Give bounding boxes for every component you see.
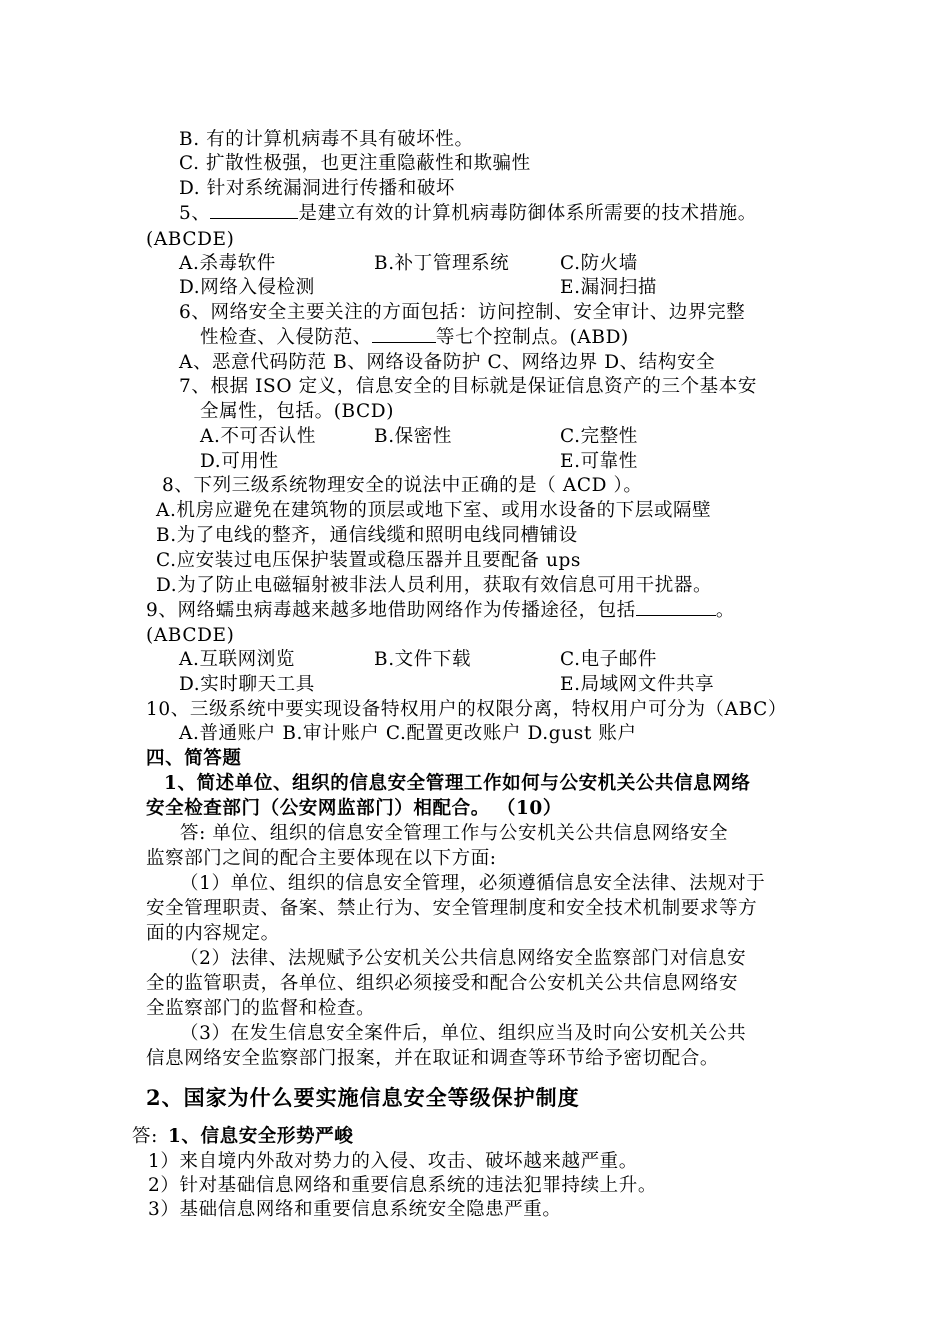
- q5-option-a: A.杀毒软件: [179, 253, 276, 274]
- q9-blank: [636, 599, 716, 616]
- q5-option-e: E.漏洞扫描: [560, 277, 657, 298]
- q9-stem-end: 。: [715, 600, 735, 621]
- q6-stem-line2a: 性检查、入侵防范、: [200, 327, 372, 348]
- q8-option-c: C.应安装过电压保护装置或稳压器并且要配备 ups: [156, 550, 582, 571]
- point2-line3: 全监察部门的监督和检查。: [146, 998, 376, 1019]
- short-answer-q2-title: 2、国家为什么要实施信息安全等级保护制度: [146, 1085, 580, 1110]
- q4-option-b: B. 有的计算机病毒不具有破坏性。: [179, 129, 474, 150]
- q9-option-a: A.互联网浏览: [179, 649, 295, 670]
- q9-option-c: C.电子邮件: [560, 649, 657, 670]
- q5-blank: [210, 202, 298, 219]
- q5-number: 5、: [179, 203, 211, 224]
- q8-stem: 8、下列三级系统物理安全的说法中正确的是（ ACD ）。: [162, 475, 643, 496]
- q6-stem-line1: 6、网络安全主要关注的方面包括：访问控制、安全审计、边界完整: [179, 302, 746, 323]
- q4-option-c: C. 扩散性极强，也更注重隐蔽性和欺骗性: [179, 153, 531, 174]
- q7-stem-line2: 全属性，包括。(BCD): [200, 401, 395, 422]
- q7-option-e: E.可靠性: [560, 451, 638, 472]
- q2-answer-label: 答:: [132, 1126, 158, 1147]
- section-heading: 四、简答题: [146, 748, 242, 769]
- q9-stem: [146, 599, 735, 623]
- short-answer-q1-line1: 1、简述单位、组织的信息安全管理工作如何与公安机关公共信息网络: [164, 773, 751, 794]
- point2-line2: 全的监管职责，各单位、组织必须接受和配合公安机关公共信息网络安: [146, 973, 739, 994]
- q7-stem-line1: 7、根据 ISO 定义，信息安全的目标就是保证信息资产的三个基本安: [179, 376, 757, 397]
- answer-line1: 答: 单位、组织的信息安全管理工作与公安机关公共信息网络安全: [180, 823, 729, 844]
- q5-option-d: D.网络入侵检测: [179, 277, 315, 298]
- point1-line1: （1）单位、组织的信息安全管理，必须遵循信息安全法律、法规对于: [180, 873, 766, 894]
- q5-option-c: C.防火墙: [560, 253, 638, 274]
- point2-line1: （2）法律、法规赋予公安机关公共信息网络安全监察部门对信息安: [180, 948, 747, 969]
- q9-option-e: E.局域网文件共享: [560, 674, 715, 695]
- q2-item-1: 1）来自境内外敌对势力的入侵、攻击、破坏越来越严重。: [148, 1151, 638, 1172]
- q5-answer: (ABCDE): [146, 229, 235, 250]
- point1-line3: 面的内容规定。: [146, 923, 280, 944]
- q5-option-b: B.补丁管理系统: [374, 253, 510, 274]
- q2-answer: [132, 1125, 353, 1149]
- q5-text: 是建立有效的计算机病毒防御体系所需要的技术措施。: [298, 203, 757, 224]
- q6-stem-line2b: 等七个控制点。(ABD): [435, 327, 629, 348]
- q8-option-d: D.为了防止电磁辐射被非法人员利用，获取有效信息可用干扰器。: [156, 575, 713, 596]
- q6-stem-line2: [200, 326, 629, 350]
- point3-line2: 信息网络安全监察部门报案，并在取证和调查等环节给予密切配合。: [146, 1048, 720, 1069]
- q8-option-b: B.为了电线的整齐，通信线缆和照明电线同槽铺设: [156, 525, 578, 546]
- q2-item-3: 3）基础信息网络和重要信息系统安全隐患严重。: [148, 1199, 562, 1220]
- q2-item-2: 2）针对基础信息网络和重要信息系统的违法犯罪持续上升。: [148, 1175, 657, 1196]
- q5-stem: [179, 202, 757, 226]
- point1-line2: 安全管理职责、备案、禁止行为、安全管理制度和安全技术机制要求等方: [146, 898, 758, 919]
- q6-blank: [372, 326, 436, 343]
- q2-answer-heading: 1、信息安全形势严峻: [167, 1126, 354, 1147]
- q7-option-b: B.保密性: [374, 426, 452, 447]
- q7-option-a: A.不可否认性: [200, 426, 316, 447]
- q8-option-a: A.机房应避免在建筑物的顶层或地下室、或用水设备的下层或隔壁: [156, 500, 712, 521]
- q10-stem: 10、三级系统中要实现设备特权用户的权限分离，特权用户可分为（ABC）: [146, 699, 787, 720]
- q6-options: A、恶意代码防范 B、网络设备防护 C、网络边界 D、结构安全: [179, 352, 716, 373]
- short-answer-q1-line2: 安全检查部门（公安网监部门）相配合。 （10）: [146, 798, 562, 819]
- q7-option-c: C.完整性: [560, 426, 638, 447]
- q10-options: A.普通账户 B.审计账户 C.配置更改账户 D.gust 账户: [179, 723, 637, 744]
- answer-line2: 监察部门之间的配合主要体现在以下方面:: [146, 848, 497, 869]
- q7-option-d: D.可用性: [200, 451, 279, 472]
- q9-option-d: D.实时聊天工具: [179, 674, 315, 695]
- point3-line1: （3）在发生信息安全案件后，单位、组织应当及时向公安机关公共: [180, 1023, 747, 1044]
- q9-option-b: B.文件下载: [374, 649, 472, 670]
- q9-answer: (ABCDE): [146, 625, 235, 646]
- q9-stem-text: 9、网络蠕虫病毒越来越多地借助网络作为传播途径，包括: [146, 600, 636, 621]
- q4-option-d: D. 针对系统漏洞进行传播和破坏: [179, 178, 456, 199]
